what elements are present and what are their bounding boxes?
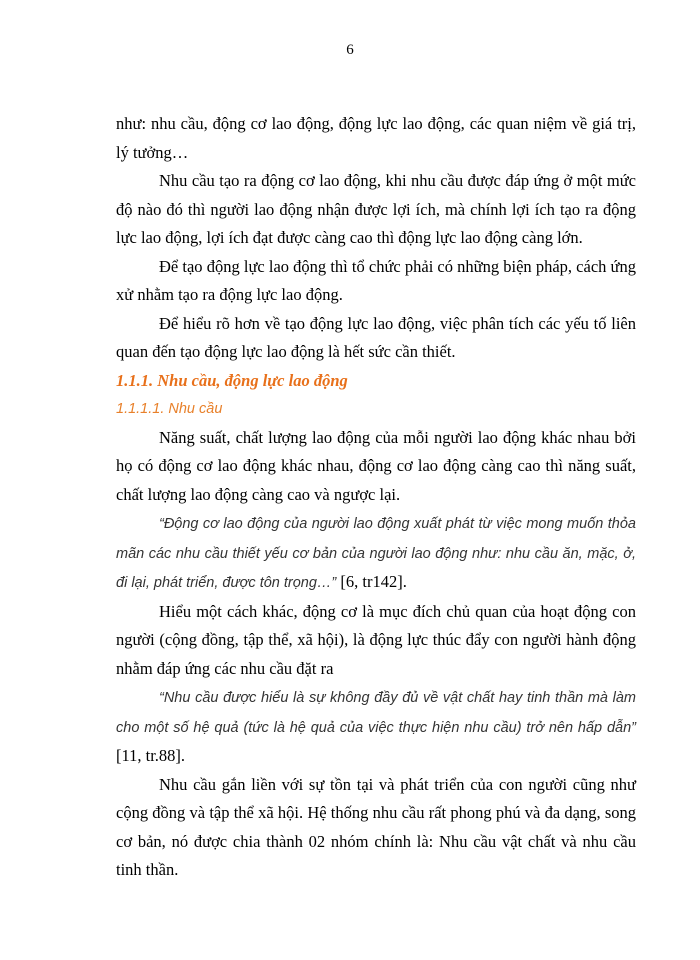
paragraph-6: Hiểu một cách khác, động cơ là mục đích chủ quan của hoạt động con người (cộng đồng, tập thể, xã hội), là động lực thúc đẩy con người hành động nhằm đáp ứng các nhu cầu đặt ra [116, 601, 636, 678]
quote-2-text: “Nhu cầu được hiểu là sự không đầy đủ về vật chất hay tinh thần mà làm cho một số hệ quả (tức là hệ quả của việc thực hiện nhu cầu) trở nên hấp dẫn” [116, 690, 636, 736]
paragraph-2: Nhu cầu tạo ra động cơ lao động, khi nhu cầu được đáp ứng ở một mức độ nào đó thì người lao động nhận được lợi ích, mà chính lợi ích tạo ra động lực lao động, lợi ích đạt được càng cao thì động lực lao động càng lớn. [116, 171, 636, 247]
section-heading: 1.1.1. Nhu cầu, động lực lao động [116, 370, 348, 390]
paragraph-3: Để tạo động lực lao động thì tổ chức phải có những biện pháp, cách ứng xử nhằm tạo ra động lực lao động. [116, 256, 636, 304]
paragraph-4: Để hiểu rõ hơn về tạo động lực lao động, việc phân tích các yếu tố liên quan đến tạo động lực lao động là hết sức cần thiết. [116, 313, 636, 361]
paragraph-7: Nhu cầu gắn liền với sự tồn tại và phát triển của con người cũng như cộng đồng và tập thể xã hội. Hệ thống nhu cầu rất phong phú và đa dạng, song cơ bản, nó được chia thành 02 nhóm chính là: Nhu cầu vật chất và nhu cầu tinh thần. [116, 774, 636, 879]
quote-1 [116, 509, 636, 598]
quote-2 [116, 683, 636, 771]
subsection-heading: 1.1.1.1. Nhu cầu [116, 401, 223, 417]
quote-1-text: “Động cơ lao động của người lao động xuất phát từ việc mong muốn thỏa mãn các nhu cầu thiết yếu cơ bản của người lao động như: nhu cầu ăn, mặc, ở, đi lại, phát triển, được tôn trọng…” [116, 516, 636, 591]
page-number: 6 [346, 42, 354, 58]
quote-2-citation: [11, tr.88]. [116, 746, 186, 765]
paragraph-1: như: nhu cầu, động cơ lao động, động lực lao động, các quan niệm về giá trị, lý tưởng… [116, 114, 636, 162]
paragraph-5: Năng suất, chất lượng lao động của mỗi người lao động khác nhau bởi họ có động cơ lao động khác nhau, động cơ lao động càng cao thì năng suất, chất lượng lao động càng cao và ngược lại. [116, 427, 636, 504]
page-content [116, 110, 636, 885]
quote-1-citation: [6, tr142]. [336, 572, 407, 591]
